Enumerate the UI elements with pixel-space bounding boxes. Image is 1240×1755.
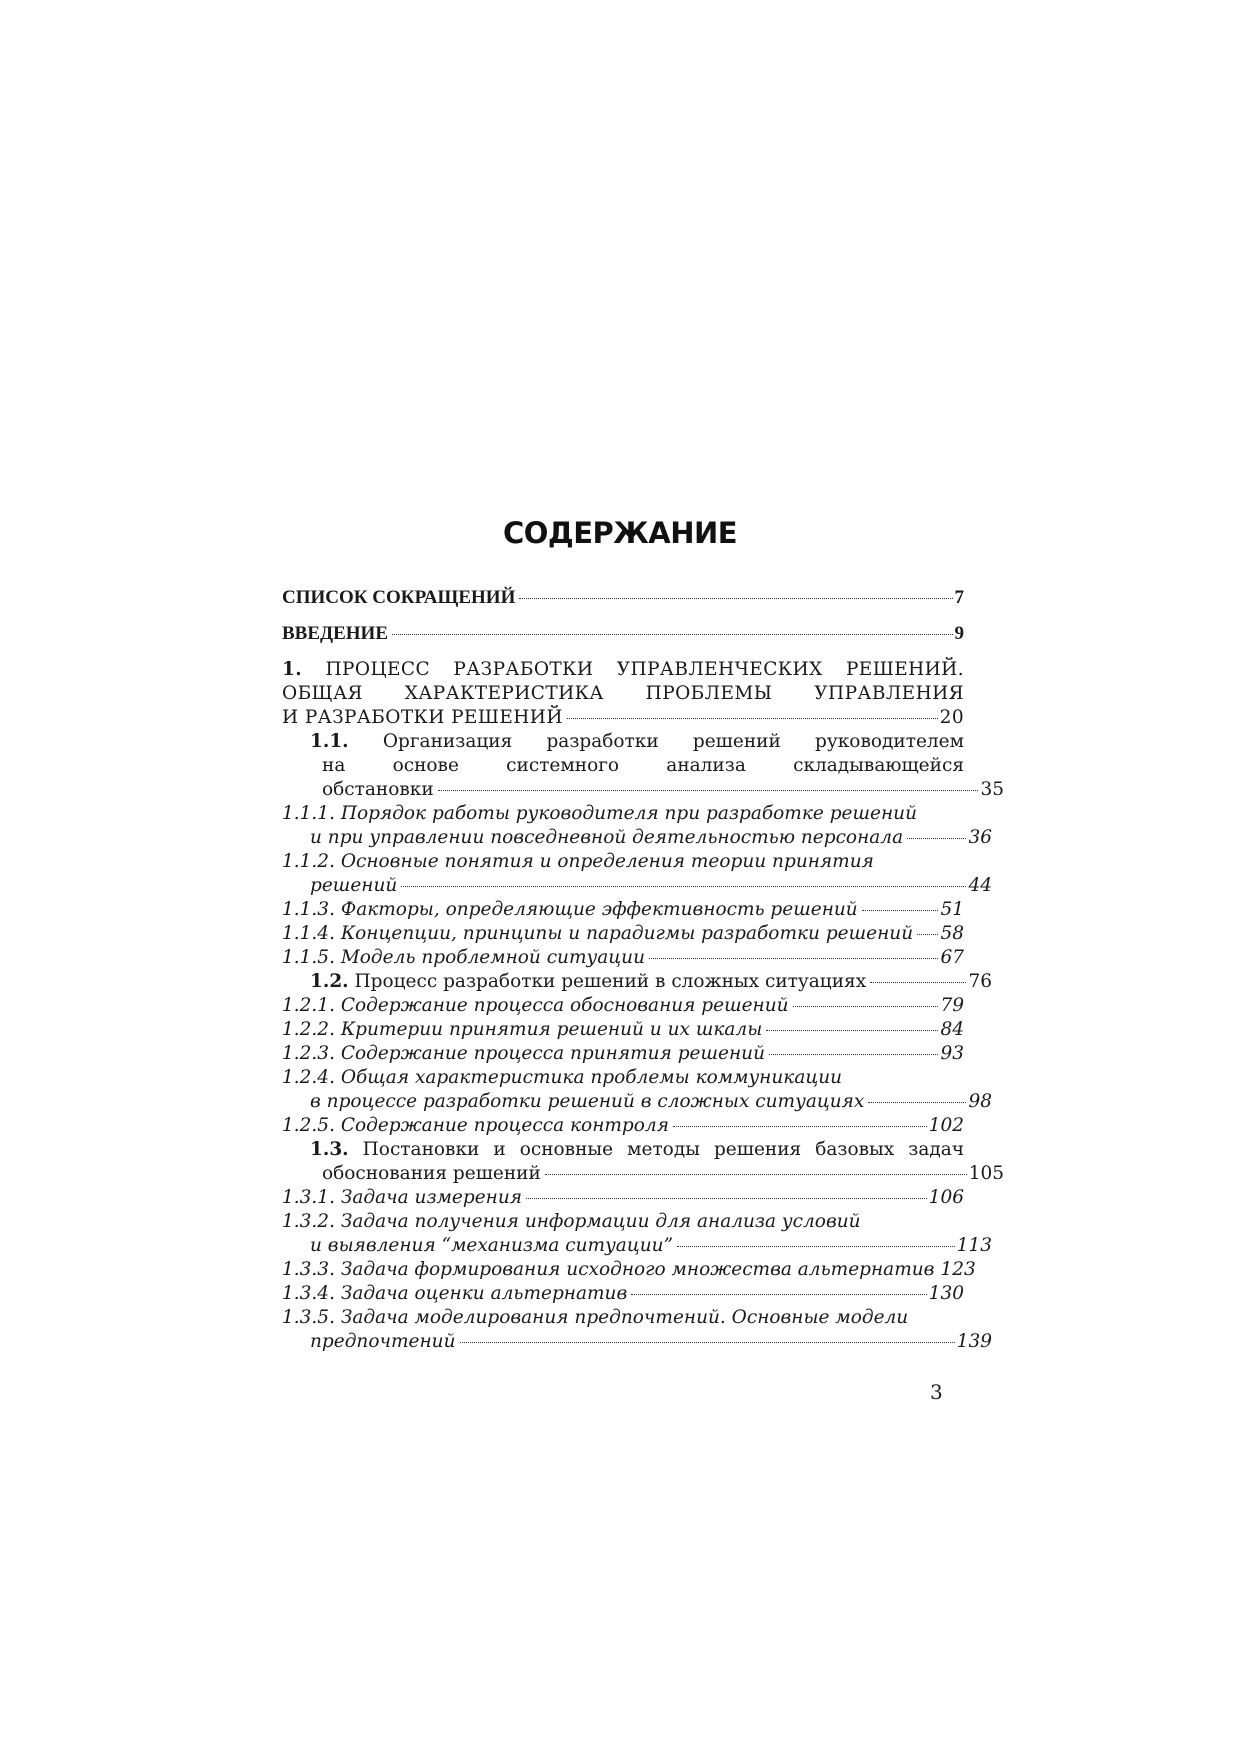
toc-entry-text: 1.1.3. Факторы, определяющие эффективность решений xyxy=(282,899,858,920)
toc-entry[interactable] xyxy=(282,1282,964,1306)
toc-entry[interactable] xyxy=(282,802,992,850)
toc-entry[interactable] xyxy=(282,730,1004,802)
dot-leader xyxy=(567,718,938,719)
toc-entry-text: 1.1.2. Основные понятия и определения теории принятия xyxy=(282,851,874,872)
toc-entry[interactable] xyxy=(282,1138,1004,1186)
page-title: СОДЕРЖАНИЕ xyxy=(502,516,738,550)
toc-entry-text: 1.3.1. Задача измерения xyxy=(282,1187,522,1208)
toc-entry-text: 1.3.3. Задача формирования исходного множества альтернатив xyxy=(282,1259,935,1280)
toc-page-number: 9 xyxy=(954,623,964,644)
dot-leader xyxy=(766,1030,938,1031)
toc-entry[interactable] xyxy=(282,898,964,922)
toc-entry-text: 1.1.1. Порядок работы руководителя при разработке решений xyxy=(282,803,917,824)
toc-page-number: 44 xyxy=(968,875,992,896)
toc-entry-text: ПРОЦЕСС РАЗРАБОТКИ УПРАВЛЕНЧЕСКИХ РЕШЕНИЙ. xyxy=(325,659,965,680)
toc-entry-text: 1.3.2. Задача получения информации для анализа условий xyxy=(282,1211,861,1232)
dot-leader xyxy=(545,1174,967,1175)
toc-entry[interactable] xyxy=(282,1042,964,1066)
toc-entry-text: 1.2.2. Критерии принятия решений и их шкалы xyxy=(282,1019,763,1040)
toc-page-number: 51 xyxy=(940,899,964,920)
toc-entry[interactable] xyxy=(282,1018,964,1042)
dot-leader xyxy=(438,790,979,791)
toc-page-number: 76 xyxy=(968,971,992,992)
page-number: 3 xyxy=(930,1380,943,1404)
toc-entry-text: 1.2.5. Содержание процесса контроля xyxy=(282,1115,669,1136)
toc-entry[interactable] xyxy=(282,922,964,946)
toc-entry-text: 1.1.5. Модель проблемной ситуации xyxy=(282,947,646,968)
dot-leader xyxy=(673,1126,927,1127)
dot-leader xyxy=(677,1246,955,1247)
toc-entry-text: Организация разработки решений руководителем xyxy=(382,731,964,752)
toc-page-number: 36 xyxy=(968,827,992,848)
toc-page-number: 113 xyxy=(956,1235,992,1256)
toc-number: 1.2. xyxy=(310,971,349,992)
toc-page-number: 67 xyxy=(940,947,964,968)
dot-leader xyxy=(392,634,953,635)
toc-entry-text: предпочтений xyxy=(310,1331,456,1352)
toc-entry[interactable] xyxy=(282,1066,992,1114)
toc-entry[interactable] xyxy=(282,1258,976,1282)
toc-entry-text: и выявления “механизма ситуации” xyxy=(310,1235,674,1256)
toc-page-number: 123 xyxy=(940,1259,976,1280)
toc-entry-text: 1.3.4. Задача оценки альтернатив xyxy=(282,1283,628,1304)
toc-page-number: 139 xyxy=(956,1331,992,1352)
toc-entry-text: обоснования решений xyxy=(322,1163,541,1184)
toc-page-number: 93 xyxy=(940,1043,964,1064)
toc-entry-text: обстановки xyxy=(322,779,434,800)
toc-entry[interactable] xyxy=(282,1210,992,1258)
toc-page-number: 79 xyxy=(940,995,964,1016)
toc-entry-text: И РАЗРАБОТКИ РЕШЕНИЙ xyxy=(282,707,563,728)
toc-page-number: 105 xyxy=(968,1163,1004,1184)
dot-leader xyxy=(793,1006,939,1007)
toc-number: 1.3. xyxy=(310,1139,349,1160)
dot-leader xyxy=(460,1342,955,1343)
toc-entry-text: решений xyxy=(310,875,398,896)
dot-leader xyxy=(631,1294,926,1295)
toc-page-number: 130 xyxy=(928,1283,964,1304)
toc-entry-text: Постановки и основные методы решения базовых задач xyxy=(362,1139,964,1160)
toc-number: 1. xyxy=(282,659,303,680)
toc-page-number: 106 xyxy=(928,1187,964,1208)
toc-entry-text: СПИСОК СОКРАЩЕНИЙ xyxy=(282,587,516,608)
toc-page-number: 98 xyxy=(968,1091,992,1112)
dot-leader xyxy=(917,934,938,935)
toc-entry[interactable] xyxy=(282,622,964,646)
toc-page-number: 35 xyxy=(980,779,1004,800)
toc-entry[interactable] xyxy=(282,658,964,730)
toc-entry-text: 1.2.3. Содержание процесса принятия решений xyxy=(282,1043,765,1064)
dot-leader xyxy=(649,958,938,959)
toc-page-number: 84 xyxy=(940,1019,964,1040)
toc-entry-text: на основе системного анализа складывающейся xyxy=(322,755,964,776)
toc-page-number: 58 xyxy=(940,923,964,944)
toc-entry[interactable] xyxy=(282,970,992,994)
toc-entry[interactable] xyxy=(282,1306,992,1354)
toc-entry-text: и при управлении повседневной деятельностью персонала xyxy=(310,827,904,848)
toc-entry-text: ОБЩАЯ ХАРАКТЕРИСТИКА ПРОБЛЕМЫ УПРАВЛЕНИЯ xyxy=(282,683,964,704)
toc-entry[interactable] xyxy=(282,1186,964,1210)
toc-entry[interactable] xyxy=(282,1114,964,1138)
toc-page-number: 102 xyxy=(928,1115,964,1136)
toc-page-number: 20 xyxy=(939,707,964,728)
toc-entry[interactable] xyxy=(282,850,992,898)
toc-entry-text: в процессе разработки решений в сложных ситуациях xyxy=(310,1091,865,1112)
dot-leader xyxy=(526,1198,927,1199)
dot-leader xyxy=(401,886,966,887)
table-of-contents xyxy=(282,586,1004,1354)
toc-entry-text: Процесс разработки решений в сложных ситуациях xyxy=(354,971,867,992)
toc-entry-text: 1.2.4. Общая характеристика проблемы коммуникации xyxy=(282,1067,843,1088)
toc-number: 1.1. xyxy=(310,731,349,752)
toc-entry[interactable] xyxy=(282,586,964,610)
dot-leader xyxy=(868,1102,966,1103)
toc-entry-text: ВВЕДЕНИЕ xyxy=(282,623,388,644)
toc-page-number: 7 xyxy=(954,587,964,608)
toc-entry[interactable] xyxy=(282,994,964,1018)
toc-entry-text: 1.2.1. Содержание процесса обоснования решений xyxy=(282,995,789,1016)
dot-leader xyxy=(907,838,966,839)
dot-leader xyxy=(769,1054,938,1055)
dot-leader xyxy=(519,598,952,599)
dot-leader xyxy=(862,910,939,911)
toc-entry-text: 1.1.4. Концепции, принципы и парадигмы разработки решений xyxy=(282,923,914,944)
toc-entry-text: 1.3.5. Задача моделирования предпочтений. Основные модели xyxy=(282,1307,909,1328)
toc-entry[interactable] xyxy=(282,946,964,970)
dot-leader xyxy=(870,982,966,983)
